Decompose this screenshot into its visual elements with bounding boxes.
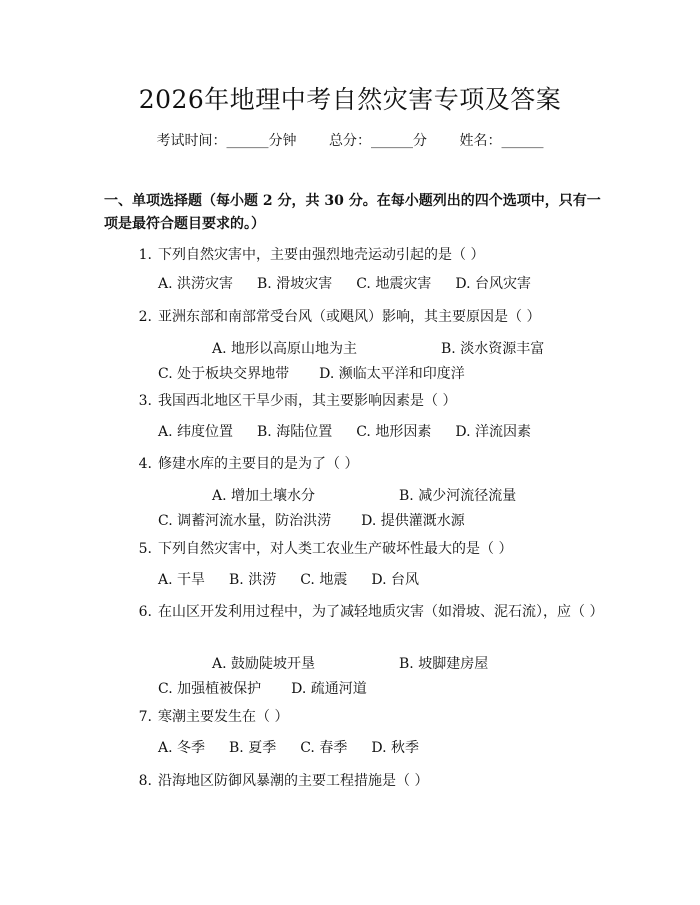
option-a: A. 干旱	[158, 572, 206, 588]
question-text: 在山区开发利用过程中，为了减轻地质灾害（如滑坡、泥石流），应（ ）	[158, 604, 604, 620]
option-d: D. 台风	[371, 572, 419, 588]
question-7-options	[104, 736, 658, 761]
option-c: C. 加强植被保护	[158, 681, 262, 697]
student-name: 姓名：______	[459, 133, 544, 149]
question-4-options	[104, 484, 604, 534]
option-c: C. 地震	[300, 572, 348, 588]
question-3-options	[104, 420, 658, 445]
question-text: 沿海地区防御风暴潮的主要工程措施是（ ）	[158, 773, 429, 789]
option-b: B. 淡水资源丰富	[441, 341, 545, 357]
option-d: D. 疏通河道	[291, 681, 367, 697]
option-d: D. 台风灾害	[455, 276, 531, 292]
option-d: D. 提供灌溉水源	[361, 513, 465, 529]
option-d: D. 濒临太平洋和印度洋	[319, 366, 465, 382]
option-a: A. 纬度位置	[158, 424, 234, 440]
option-c: C. 地震灾害	[356, 276, 432, 292]
option-b: B. 减少河流径流量	[399, 488, 517, 504]
question-2	[128, 305, 540, 329]
question-5-options	[104, 568, 658, 593]
question-1	[128, 243, 484, 267]
option-c: C. 地形因素	[356, 424, 432, 440]
question-number: 8.	[138, 773, 152, 789]
option-a: A. 增加土壤水分	[212, 488, 316, 504]
question-text: 修建水库的主要目的是为了（ ）	[158, 456, 359, 472]
option-b: B. 滑坡灾害	[257, 276, 333, 292]
option-a: A. 鼓励陡坡开垦	[212, 656, 316, 672]
question-2-options	[104, 337, 604, 387]
option-b: B. 海陆位置	[257, 424, 333, 440]
question-6-options	[104, 652, 604, 702]
question-number: 6.	[138, 604, 152, 620]
exam-time: 考试时间：______分钟	[156, 133, 297, 149]
question-number: 5.	[138, 541, 152, 557]
question-6	[104, 600, 604, 624]
question-5	[128, 537, 512, 561]
question-number: 4.	[138, 456, 152, 472]
exam-score: 总分：______分	[329, 133, 427, 149]
option-a: A. 冬季	[158, 740, 206, 756]
question-text: 下列自然灾害中，主要由强烈地壳运动引起的是（ ）	[158, 247, 485, 263]
question-1-options	[104, 272, 658, 297]
question-number: 1.	[138, 247, 152, 263]
question-number: 7.	[138, 709, 152, 725]
option-d: D. 秋季	[371, 740, 419, 756]
option-c: C. 调蓄河流水量，防治洪涝	[158, 513, 332, 529]
option-c: C. 处于板块交界地带	[158, 366, 290, 382]
option-a: A. 洪涝灾害	[158, 276, 234, 292]
option-a: A. 地形以高原山地为主	[212, 341, 358, 357]
question-text: 寒潮主要发生在（ ）	[158, 709, 289, 725]
option-b: B. 洪涝	[229, 572, 277, 588]
section-heading: 一、单项选择题（每小题 2 分，共 30 分。在每小题列出的四个选项中，只有一项是最符合题目要求的。）	[104, 193, 601, 232]
exam-meta	[0, 130, 700, 150]
exam-title: 2026年地理中考自然灾害专项及答案	[138, 85, 562, 114]
question-8	[128, 769, 428, 793]
question-text: 下列自然灾害中，对人类工农业生产破坏性最大的是（ ）	[158, 541, 513, 557]
option-b: B. 坡脚建房屋	[399, 656, 489, 672]
question-3	[128, 389, 456, 413]
question-number: 2.	[138, 309, 152, 325]
option-d: D. 洋流因素	[455, 424, 531, 440]
option-c: C. 春季	[300, 740, 348, 756]
question-text: 我国西北地区干旱少雨，其主要影响因素是（ ）	[158, 393, 457, 409]
question-7	[128, 705, 288, 729]
question-number: 3.	[138, 393, 152, 409]
question-text: 亚洲东部和南部常受台风（或飓风）影响，其主要原因是（ ）	[158, 309, 541, 325]
question-4	[128, 452, 358, 476]
option-b: B. 夏季	[229, 740, 277, 756]
